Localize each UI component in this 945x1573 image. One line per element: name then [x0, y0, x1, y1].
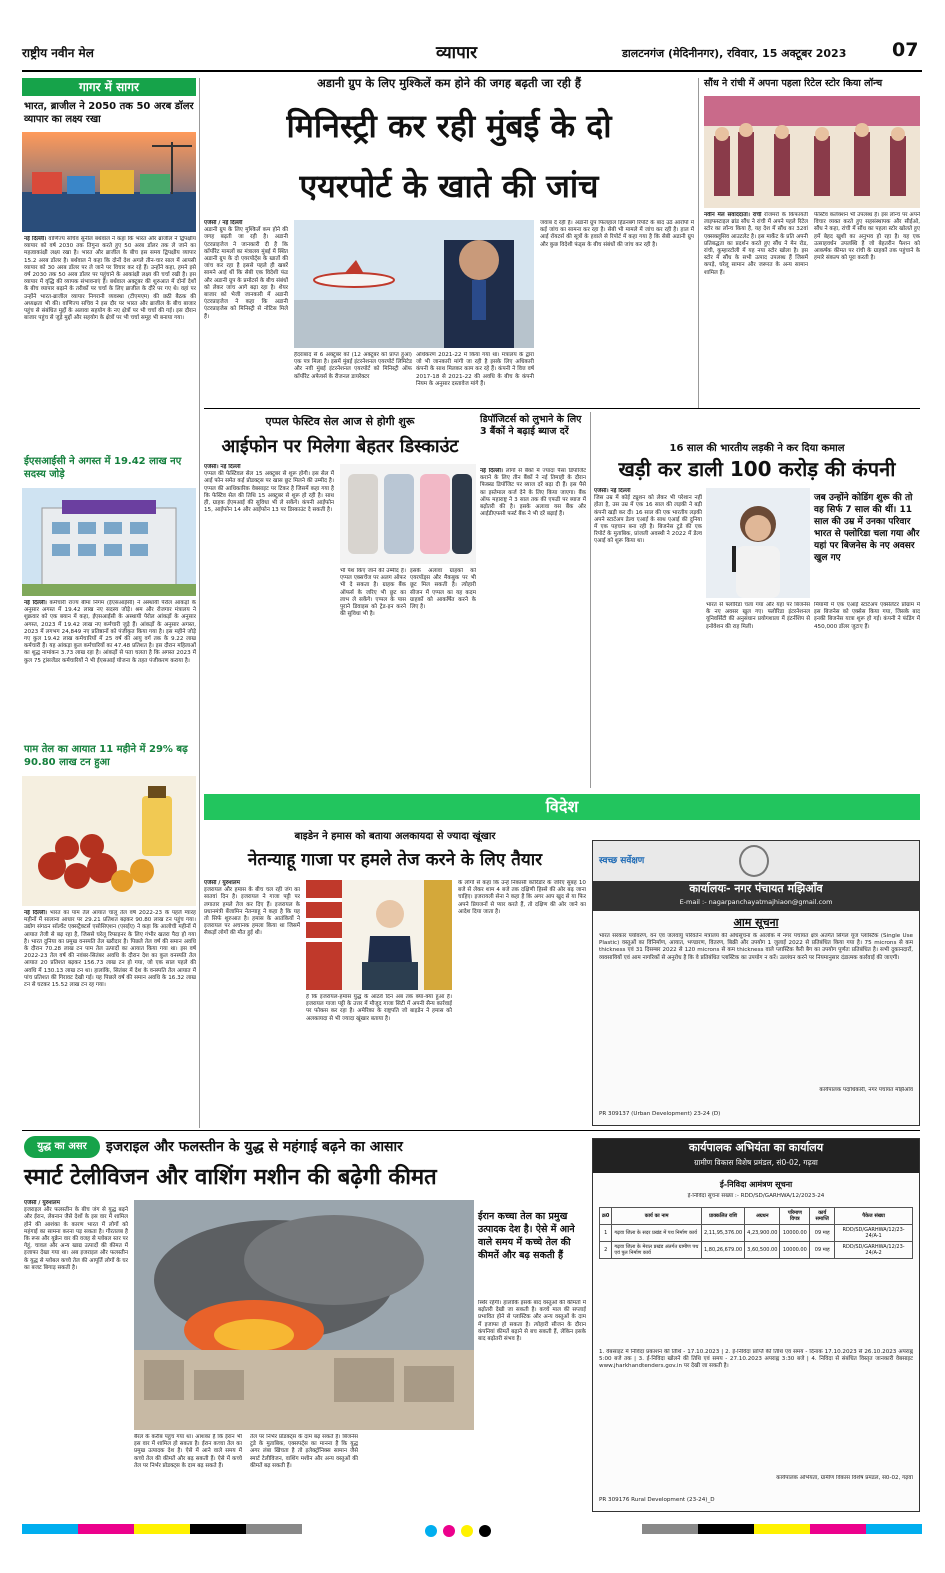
videsh-body1: [204, 880, 300, 1124]
tender-ref: PR 309176 Rural Development (23-24)_D: [599, 1497, 715, 1503]
dot-yellow: [461, 1525, 473, 1537]
lead-col4: जवाब दे रही है। अडानी ग्रुप फिलहाल हिंडनबर्ग रिपोर्ट के बाद उठे आरोपों में कई जांच का सामना कर रहा है। सेबी भी मामले में जांच कर रही है। हाल में आई रॉयटर्स की सूत्रों के हवाले से रिपोर्ट में कहा गया है कि सेबी अडानी ग्रुप और कुछ विदेशी फंड्स के बीच संबंधों की जांच कर रही है।: [540, 220, 694, 248]
girl-dateline: एजेंसी। नई दिल्ली: [594, 488, 631, 494]
story2-text: कर्मचारी राज्य बीमा निगम (ईएसआईसी) ने अस्थायी पेरोल आंकड़ों के अनुसार अगस्त में 19.42 लाख नए सदस्य जोड़े। श्रम और रोजगार मंत्रालय ने शुक्रवार को एक बयान में कहा, ईएसआईसी के अस्थायी पेरोल आंकड़ों के अनुसार अगस्त, 2023 में 19.42 लाख नए कर्मचारी जुड़े हैं। आंकड़ों के अनुसार अगस्त, 2023 में लगभग 24,849 नए प्रतिष्ठानों को पंजीकृत किया गया है। इस महीने जोड़े गए कुल 19.42 लाख कर्मचारियों में 25 वर्ष की आयु वर्ग तक के 9.22 लाख कर्मचारी हैं। यह आंकड़ा कुल कर्मचारियों का 47.48 प्रतिशत है। इस दौरान महिलाओं का शुद्ध नामांकन 3.73 लाख रहा है। आंकड़ों से पता चलता है कि अगस्त 2023 में कुल 75 ट्रांसजेंडर कर्मचारियों ने भी ईएसआई योजना के तहत पंजीकरण कराया है।: [24, 600, 196, 664]
deposit-body: [480, 468, 586, 786]
iphone-body2: भी पेश किए जाने की उम्मीद है। एप्पल एक्सचेंज पर अलग ऑफर भी दे सकता है। ग्राहक बैंक ऑफर्स के जरिए भी छूट का लाभ ले सकेंगे। एप्पल के पास पुराने डिवाइस को ट्रेड-इन करने की सुविधा भी है।: [340, 568, 406, 618]
lead-dateline: एजेंसी / नई दिल्ली: [204, 220, 243, 226]
left-section-title: गागर में सागर: [22, 78, 196, 96]
war-body1: [24, 1200, 128, 1510]
lead-headline-line1: मिनिस्ट्री कर रही मुंबई के दो: [286, 107, 612, 145]
tender-header-row: [600, 1208, 913, 1225]
table-cell: RDD/SD/GARHWA/12/23-24/A-2: [835, 1242, 913, 1259]
war-pullquote: ईरान कच्चा तेल का प्रमुख उत्पादक देश है। ऐसे में आने वाले समय में कच्चे तेल की कीमतें और बढ़ सकती हैं: [478, 1211, 575, 1261]
lead-col3: अधिकरण 2021-22 में किया गया था। मंत्रालय के द्वारा जो भी जानकारी मांगी जा रही है इसके लिए अधिकारी कंपनी के साथ मिलकर काम कर रहे हैं। कंपनी ने वित्त वर्ष 2017-18 से 2021-22 की अवधि के बीच के कंपनी नियम के अनुसार दस्तावेज मांगे हैं।: [416, 352, 534, 387]
girl-photo: [706, 488, 810, 598]
lead-col2: हैदराबाद से 6 अक्टूबर को (12 अक्टूबर को प्राप्त हुआ) एक पत्र मिला है। इसमें मुंबई इंटरनेशनल एयरपोर्ट लिमिटेड और नवी मुंबई इंटरनेशनल एयरपोर्ट को मिनिस्ट्री ऑफ कॉर्पोरेट अफेयर्स के रीजनल डायरेक्टर: [294, 352, 412, 380]
story3-dateline: नई दिल्ली।: [24, 910, 48, 916]
table-cell: 09 माह: [810, 1242, 835, 1259]
story3-headline: पाम तेल का आयात 11 महीने में 29% बढ़ 90.80 लाख टन हुआ: [24, 744, 188, 768]
deposit-dateline: नई दिल्ली।: [480, 468, 504, 474]
launch-dateline: नवीन मेल संवाददाता। रांची: [704, 212, 762, 218]
story1-headline: भारत, ब्राजील ने 2050 तक 50 अरब डॉलर व्यापार का लक्ष्य रखा: [24, 101, 194, 125]
table-cell: 10000.00: [780, 1242, 810, 1259]
tender-signer: कार्यपालक अभियंता, ग्रामीण विकास विशेष प्रमंडल, सं0-02, गढ़वा: [776, 1475, 913, 1481]
notice-office-bar: [593, 881, 919, 911]
war-photo: [134, 1200, 474, 1430]
dot-black: [479, 1525, 491, 1537]
palm-fruit-illustration: [22, 776, 196, 906]
masthead: [22, 38, 922, 68]
launch-headline: सौंध ने रांची में अपना पहला रिटेल स्टोर किया लॉन्च: [704, 78, 883, 89]
th-emd: अग्रधन: [745, 1208, 780, 1225]
lead-col1-text: अडानी ग्रुप के लिए मुश्किलें कम होने की जगह बढ़ती जा रही है। अडानी एंटरप्राइजेज ने जानकारी दी है कि कॉर्पोरेट मामलों का मंत्रालय मुंबई में स्थित अडानी ग्रुप के दो एयरपोर्ट्स के खातों की जांच कर रहा है इससे पहले ही खबरें सामने आई थीं कि सेबी एक विदेशी फंड और अडानी ग्रुप के प्रमोटर्स के बीच संबंधों को लेकर जांच आगे बढ़ा रहा है। शेयर बाजार को भेजी जानकारी में अडानी एंटरप्राइजेज ने कहा कि अडानी एंटरप्राइजेस को मिनिस्ट्री से नोटिस मिले हैं।: [204, 227, 288, 320]
iphone-photo: [340, 464, 476, 564]
story1-body: [24, 236, 196, 448]
row1-rule: [204, 408, 920, 409]
th-sn: क्र0: [600, 1208, 612, 1225]
war-body3: तेल पर निर्भर प्रोडक्ट्स के दाम बढ़ सकते हैं। बिजनेस टुडे के मुताबिक, एक्सपर्ट्स का मानना है कि युद्ध अगर लंबा खिंचता है तो इलेक्ट्रॉनिक्स सामान जैसे स्मार्ट टेलीविजन, वाशिंग मशीन और अन्य वस्तुओं की कीमतें बढ़ सकती हैं।: [250, 1434, 358, 1469]
videsh-body3: के लोगों से कहा कि उन्हें निकासी कॉरिडोर के जरिए सुबह 10 बजे से लेकर शाम 4 बजे तक दक्षिणी हिस्से की ओर बढ़ जाना चाहिए। इजरायली सेना ने कहा है कि अगर आप खुद से या फिर अपने प्रियजनों से प्यार करते हैं, तो दक्षिण की ओर जाने का आदेश दिया जाता है।: [458, 880, 586, 915]
war-text1: इजराइल और फलस्तीन के बीच जंग से युद्ध बढ़ने और ईरान, लेबनान जैसे देशों के इस वार में शामिल होने की आशंका के कारण भारत में लोगों को महंगाई का सामना करना पड़ सकता है। गौरतलब है कि रूस और यूक्रेन वार की वजह से ग्लोबल स्तर पर गेहूं, चावल और अन्य खाद्य उत्पादों की कीमत में इजाफा देखा गया था। अब इजराइल और फलस्तीन के युद्ध से ग्लोबल कच्चे तेल की आपूर्ति लोगों के घर का बजट बिगाड़ सकती है।: [24, 1207, 128, 1271]
videsh-kicker: बाइडेन ने हमास को बताया अलकायदा से ज्यादा खूंखार: [294, 831, 496, 842]
iphone-text1: एप्पल की फेस्टिवल सेल 15 अक्टूबर से शुरू होगी। इस सेल में आई फोन समेत कई प्रोडक्ट्स पर खास छूट मिलने की उम्मीद है। एप्पल की आधिकारिक वेबसाइट पर टिकर है जिसमें कहा गया है कि फेस्टिव सेल की तिथि 15 अक्टूबर से शुरू हो रही है। साथ ही, ग्राहक ईएमआई की सुविधा भी ले सकेंगे। कंपनी आईफोन 15, आईफोन 14 और आईफोन 13 पर डिस्काउंट दे सकती है।: [204, 471, 334, 514]
videsh-dateline: एजेंसी / युरुशलम: [204, 880, 240, 886]
table-row: [600, 1225, 913, 1242]
notice-office: कार्यालयः- नगर पंचायत मझिआँव: [689, 882, 823, 895]
lead-kicker: अडानी ग्रुप के लिए मुश्किलें कम होने की जगह बढ़ती जा रही हैं: [317, 76, 581, 90]
table-cell: 2: [600, 1242, 612, 1259]
th-work: कार्य का नाम: [612, 1208, 702, 1225]
notice-email: E-mail :- nagarpanchayatmajhiaon@gmail.com: [679, 898, 833, 906]
story1-text: वाणिज्य सचिव सुनील बर्थवाल ने कहा कि भारत और ब्राजील ने द्विपक्षीय व्यापार को वर्ष 2030 तक तिगुना करते हुए 50 अरब डॉलर तक ले जाने का महत्वाकांक्षी लक्ष्य रखा है। भारत और ब्राजील के बीच इस समय द्विपक्षीय व्यापार 15.2 अरब डॉलर है। बर्थवाल ने कहा कि दोनों देश अगले तीन-चार साल में आपसी व्यापार को 30 अरब डॉलर पर ले जाने पर विचार कर रहे हैं। उन्होंने कहा, हमने इसे वर्ष 2030 तक 50 अरब डॉलर पर पहुंचाने के आकांक्षी लक्ष्य की चर्चा रखी है। इस व्यापार में वृद्धि की व्यापक संभावनाएं हैं। बर्थवाल अक्टूबर की शुरुआत में दोनों देशों के बीच व्यापार बढ़ाने के तरीकों पर चर्चा के लिए ब्राजील के दौरे पर गए थे। वहां पर उन्होंने भारत-ब्राजील व्यापार निगरानी व्यवस्था (टीएमएम) की छठी बैठक की अध्यक्षता भी की। वाणिज्य सचिव ने इस दौर पर भारत और ब्राजील के बीच बाजार पहुंच से संबंधित मुद्दों के अलावा सहयोग के नए क्षेत्रों पर भी चर्चा की गई। इस दौरान बाजार पहुंच से जुड़े मुद्दों और सहयोग के क्षेत्रों पर भी चर्चा समूह भी बनाया गया।: [24, 236, 196, 322]
videsh-body2: है कि इजरायल-हमास युद्ध के आठवें दिन अब तक क्या-क्या हुआ है। इजरायल गाजा पट्टी के उत्तर में मौजूद गाजा सिटी में अपनी सैन्य कार्रवाई पर फोकस कर रहा है। अमेरिका के राष्ट्रपति जो बाइडेन ने हमास को अलकायदा से भी ज्यादा खूंखार बताया है।: [306, 994, 452, 1022]
notice-body: भारत सरकार पर्यावरण, वन एवं जलवायु परिवर्तन मंत्रालय की अधिसूचना के आलोक में नगर पंचायत क्षेत्र अंतर्गत सिंगल यूज प्लास्टिक (Single Use Plastic) वस्तुओं का विनिर्माण, आयात, भण्डारण, वितरण, बिक्री और उपयोग 1 जुलाई 2022 से प्रतिबंधित किया गया है। 75 microns से कम thickness एवं 31 दिसम्बर 2022 से 120 microns से कम thickness वाले प्लास्टिक कैरी बैग का उपयोग पूर्णतः प्रतिबंधित है। सभी दुकानदारों, व्यवसायियों एवं आम नागरिकों से अनुरोध है कि वे प्रतिबंधित प्लास्टिक का उपयोग न करें। उल्लंघन करने पर नियमानुसार दंडात्मक कार्रवाई की जाएगी।: [599, 933, 913, 961]
notice-signer: कार्यपालक पदाधिकारी, नगर पंचायत मझिआँव: [819, 1087, 913, 1093]
war-tag: युद्ध का असर: [24, 1136, 100, 1158]
girl-quote: जब उन्होंने कोडिंग शुरू की तो वह सिर्फ 7 साल की थीं। 11 साल की उम्र में उनका परिवार भारत से फ्लोरिडा चला गया और यहां पर बिजनेस के नए अवसर खुल गए: [814, 493, 920, 563]
iphone-dateline: एजेंसी। नई दिल्ली: [204, 464, 241, 470]
notice-title: आम सूचना: [733, 916, 779, 929]
tender-sub: ग्रामीण विकास विशेष प्रमंडल, सं0-02, गढ़वा: [694, 1158, 818, 1167]
gaza-strike-illustration: [134, 1200, 474, 1430]
videsh-band: विदेश: [204, 794, 920, 820]
registration-dots: [422, 1522, 494, 1541]
left-col-rule: [199, 78, 200, 1128]
deposit-col-rule: [590, 412, 591, 788]
table-cell: 1: [600, 1225, 612, 1242]
color-strip-left: [22, 1524, 302, 1534]
launch-photo: [704, 96, 920, 208]
girl-headline: खड़ी कर डाली 100 करोड़ की कंपनी: [618, 457, 896, 481]
table-cell: 10000.00: [780, 1225, 810, 1242]
launch-body2: फेस्टिव कलेक्शन भी उपलब्ध है। इस लॉन्च पर अपने विचार व्यक्त करते हुए सहसंस्थापक और सीईओ, सौंध ने कहा, रांची में सौंध का पहला स्टोर खोलते हुए हमें बेहद खुशी का अनुभव हो रहा है। यह एक उत्साहवर्धन उपलब्धि है जो बेहतरीन फैशन को आकर्षक कीमत पर रांची के ग्राहकों तक पहुंचाने के हमारे संकल्प को पूरा करती है।: [814, 212, 920, 262]
story2-body: [24, 600, 196, 736]
th-package: पैकेज संख्या: [835, 1208, 913, 1225]
biden-photo: [306, 880, 452, 990]
iphone-headline: आईफोन पर मिलेगा बेहतर डिस्काउंट: [221, 436, 459, 457]
page-number: 07: [892, 39, 919, 61]
lead-headline-line2: एयरपोर्ट के खाते की जांच: [299, 167, 599, 205]
iphone-body3: इसके अलावा ग्राहकों को एयरपॉड्स और मैकबुक पर भी छूट मिल सकती है। त्योहारी सीजन में एप्पल का यह कदम ग्राहकों को आकर्षित करने के लिए है।: [410, 568, 476, 611]
port-illustration: [22, 132, 196, 232]
girl-text1: जिस उम्र में कोई ट्यूशन को लेकर भी परेशान नहीं होता है, उस उम्र में एक 16 साल की लड़की ने बड़ी कंपनी खड़ी कर दी। 16 साल की एक भारतीय लड़की अपने स्टार्टअप डेल्व एआई के साथ एआई की दुनिया में एक पहचान बना रही है। बिजनेस टुडे की एक रिपोर्ट के मुताबिक, प्रांजली अवस्थी ने 2022 में डेल्व एआई को शुरू किया था।: [594, 495, 702, 545]
notice-ref: PR 309137 (Urban Development) 23-24 (D): [599, 1111, 721, 1117]
story2-dateline: नई दिल्ली।: [24, 600, 47, 606]
table-cell: 4,23,900.00: [745, 1225, 780, 1242]
tender-office: कार्यपालक अभियंता का कार्यालय: [688, 1141, 824, 1154]
videsh-text1: इजरायल और हमास के बीच चल रही जंग का सातवां दिन है। इजरायल ने गाजा पट्टी पर लगातार हमले तेज कर दिए हैं। इजरायल के प्रधानमंत्री बेंजामिन नेतन्याहू ने कहा है कि यह तो सिर्फ शुरुआत है। हमास के आतंकियों ने इजरायल पर अचानक हमला किया था जिसमें सैकड़ों लोगों की मौत हुई थी।: [204, 887, 300, 937]
table-cell: 09 माह: [810, 1225, 835, 1242]
war-body4: स्थिर रहेगी। हालांकि इसके बाद वस्तुओं की कीमतों में बढ़ोतरी देखी जा सकती है। कच्चे माल की सप्लाई प्रभावित होने से प्लास्टिक और अन्य वस्तुओं के दाम में इजाफा हो सकता है। त्योहारी सीजन के दौरान कंपनियां कीमतें बढ़ाने से बच सकती हैं, लेकिन इसके बाद बढ़ोतरी संभव है।: [478, 1300, 586, 1343]
emblem-icon: [739, 845, 769, 877]
tender-ref-line: ई-निविदा सूचना संख्या :- RDD/SD/GARHWA/12/2023-24: [687, 1193, 825, 1199]
deposit-text: लोगों से बैंकों में ज्यादा पैसा डिपॉजिट कराने के लिए तीन बैंकों ने नई तिमाही के दौरान फिक्स्ड डिपॉजिट पर ब्याज दरें बढ़ा दी हैं। इस पैसे का इस्तेमाल कर्ज देने के लिए किया जाएगा। बैंक ऑफ महाराष्ट्र ने 3 साल तक की एफडी पर ब्याज में बढ़ोतरी की है। इसके अलावा यस बैंक और आईडीएफसी फर्स्ट बैंक ने भी दरें बढ़ाई हैं।: [480, 468, 586, 518]
war-dateline: एजेंसी / युरुशलम: [24, 1200, 60, 1206]
table-cell: 2,11,95,376.00: [702, 1225, 745, 1242]
building-illustration: [22, 488, 196, 596]
dot-cyan: [425, 1525, 437, 1537]
tender-table: [599, 1207, 913, 1259]
mid-col-rule: [698, 78, 699, 408]
phones-illustration: [340, 464, 476, 564]
speaker-girl-illustration: [706, 488, 810, 598]
story3-text: भारत का पाम तेल आयात चालू तेल वर्ष 2022-23 के पहले ग्यारह महीनों में सालाना आधार पर 29.21 प्रतिशत बढ़कर 90.80 लाख टन पहुंच गया। उद्योग संगठन सॉल्वेंट एक्सट्रैक्टर्स एसोसिएशन (एसईए) ने कहा कि आलोची महीनों में आयात तेजी से बढ़ रहा है, जिससे घरेलू रिफाइनर के लिए गंभीर खतरा पैदा हो गया है। भारत दुनिया का प्रमुख वनस्पति तेल खरीदार है। पिछले तेल वर्ष की समान अवधि के दौरान 70.28 लाख टन पाम तेल उत्पादों का आयात किया गया था। इस वर्ष 2022-23 तेल वर्ष की नवंबर-सितंबर अवधि के दौरान देश का कुल वनस्पति तेल आयात 20 प्रतिशत बढ़कर 156.73 लाख टन हो गया, जो एक साल पहले की अवधि में 130.13 लाख टन था। हालांकि, सितंबर में देश के वनस्पति तेल आयात में पांच प्रतिशत की गिरावट देखी गई। यह पिछले वर्ष की समान अवधि के 16.32 लाख टन से घटकर 15.52 लाख टन रह गया।: [24, 910, 196, 989]
dateline: डालटनगंज (मेदिनीनगर), रविवार, 15 अक्टूबर 2023: [622, 47, 847, 60]
masthead-rule: [22, 70, 922, 72]
th-cost: प्राक्कलित राशि: [702, 1208, 745, 1225]
girl-body3: मियामी में एक एआई स्टार्टअप एक्सेलेटर प्रोग्राम में इस बिजनेस को एक्सेस किया गया, जिसके बाद इनकी बिजनेस यात्रा शुरू हो गई। कंपनी ने फंडिंग में 450,000 डॉलर जुटाए हैं।: [814, 602, 920, 630]
launch-text1: रोजमर्रा के किफायती लाइफस्टाइल ब्रांड सौंध ने रांची में अपने पहले रिटेल स्टोर का लॉन्च किया है, यह देश में सौंध का 32वां एक्सक्लूसिव आउटलेट है। इस मार्केट के प्रति अपनी प्रतिबद्धता का प्रदर्शन करते हुए सौंध ने मेन रोड, रांची, कुम्हारटोली में यह नया स्टोर खोला है। इस स्टोर में सौंध के सभी उत्पाद उपलब्ध हैं जिसमें कपड़े, घरेलू सामान और जरूरत के अन्य सामान शामिल हैं।: [704, 212, 808, 276]
girl-body1: [594, 488, 702, 648]
esic-photo: [22, 488, 196, 596]
logo: राष्ट्रीय नवीन मेल: [22, 46, 94, 60]
palm-oil-photo: [22, 776, 196, 906]
tender-header: [593, 1139, 919, 1173]
swachh-logo: स्वच्छ सर्वेक्षण: [599, 856, 645, 866]
public-notice: [592, 840, 920, 1126]
table-cell: RDD/SD/GARHWA/12/23-24/A-1: [835, 1225, 913, 1242]
th-period: कार्य समाप्ति: [810, 1208, 835, 1225]
story2-headline: ईएसआईसी ने अगस्त में 19.42 लाख नए सदस्य जोड़े: [24, 456, 182, 480]
adani-airport-illustration: [294, 220, 534, 348]
lead-col1: [204, 220, 288, 388]
store-launch-illustration: [704, 96, 920, 208]
section-name: व्यापार: [436, 43, 478, 63]
table-cell: गढ़वा जिला के मेराल प्रखंड अंतर्गत ग्रामीण पथ एवं पुल निर्माण कार्य: [612, 1242, 702, 1259]
iphone-kicker: एप्पल फेस्टिव सेल आज से होगी शुरू: [265, 415, 415, 428]
girl-kicker: 16 साल की भारतीय लड़की ने कर दिया कमाल: [669, 443, 845, 454]
war-headline: स्मार्ट टेलीविजन और वाशिंग मशीन की बढ़ेगी कीमत: [24, 1165, 437, 1190]
tender-notice: [592, 1138, 920, 1512]
videsh-headline: नेतन्याहू गाजा पर हमले तेज करने के लिए तैयार: [247, 850, 543, 870]
tender-table-wrap: [599, 1207, 913, 1259]
adani-photo: [294, 220, 534, 348]
port-photo: [22, 132, 196, 232]
iphone-body1: [204, 464, 334, 786]
war-kicker: इजराइल और फलस्तीन के युद्ध से महंगाई बढ़ने का आसार: [106, 1139, 403, 1155]
table-cell: गढ़वा जिला के सदर प्रखंड में पथ निर्माण कार्य: [612, 1225, 702, 1242]
row3-rule: [22, 1130, 920, 1131]
girl-body2: भारत से फ्लोरिडा चला गया और यहां पर बिजनेस के नए अवसर खुल गए। फ्लोरिडा इंटरनेशनल यूनिवर्सिटी की अनुसंधान प्रयोगशाला में इंटर्नशिप से इनोवेशन की राह मिली।: [706, 602, 810, 630]
story1-dateline: नई दिल्ली।: [24, 236, 47, 242]
th-bom: परिमाण विपत्र: [780, 1208, 810, 1225]
notice-header: [593, 841, 919, 881]
dot-magenta: [443, 1525, 455, 1537]
war-body2: बैरल के करीब पहुंच गया था। आशंका है कि ईरान भी इस वार में शामिल हो सकता है। ईरान कच्चा तेल का प्रमुख उत्पादक देश है। ऐसे में आने वाले समय में कच्चे तेल की कीमतें और बढ़ सकती हैं। ऐसे में कच्चे तेल पर निर्भर प्रोडक्ट्स के दाम बढ़ सकते हैं।: [134, 1434, 242, 1469]
registration-bar: [22, 1522, 922, 1536]
story3-body: [24, 910, 196, 1130]
deposit-kicker: डिपॉजिटर्स को लुभाने के लिए 3 बैंकों ने बढ़ाई ब्याज दरें: [480, 414, 582, 437]
table-cell: 1,80,26,679.00: [702, 1242, 745, 1259]
tender-notes: 1. वेबसाइट में निविदा प्रकाशन की तिथि - 17.10.2023 | 2. ई-निविदा प्राप्ति की तिथि एवं समय - दिनांक 17.10.2023 से 26.10.2023 अपराह्न 5:00 बजे तक | 3. ई-निविदा खोलने की तिथि एवं समय - 27.10.2023 अपराह्न 3:30 बजे | 4. निविदा से संबंधित विस्तृत जानकारी वेबसाइट www.jharkhandtenders.gov.in पर देखी जा सकती है।: [599, 1349, 913, 1370]
color-strip-right: [642, 1524, 922, 1534]
launch-body1: [704, 212, 808, 402]
table-row: [600, 1242, 913, 1259]
biden-podium-illustration: [306, 880, 452, 990]
tender-title: ई-निविदा आमंत्रण सूचना: [719, 1180, 793, 1189]
table-cell: 3,60,500.00: [745, 1242, 780, 1259]
